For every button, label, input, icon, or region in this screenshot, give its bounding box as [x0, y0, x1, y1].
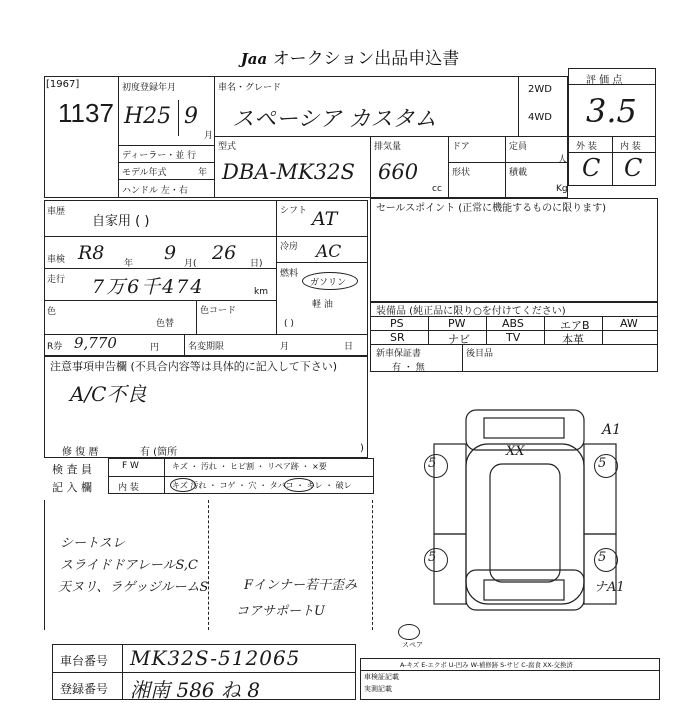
interior-grade: C — [624, 154, 643, 182]
legend-sub2: 実測記載 — [364, 685, 392, 693]
plate-value: 湘南 586 ね 8 — [130, 678, 260, 702]
remark-left-3: 天ヌリ、ラゲッジルームS — [58, 580, 209, 595]
equip-navi: ナビ — [448, 333, 470, 346]
fuel-gas: ガソリン — [310, 278, 347, 288]
chassis-value: MK32S-512065 — [130, 646, 301, 670]
interior-label: 内 装 — [620, 142, 641, 152]
plate-label: 登録番号 — [60, 682, 109, 696]
inspection-month: 9 — [164, 242, 177, 264]
damage-mark-fr: 5 — [598, 456, 607, 471]
usage-value: 自家用 ( ) — [92, 214, 150, 229]
color-change-label: 色替 — [156, 319, 175, 329]
inspection-label: 車検 — [47, 255, 66, 265]
model-year-unit: 年 — [198, 168, 208, 178]
equip-tv: TV — [506, 331, 521, 344]
load-unit: Kg — [556, 184, 568, 194]
car-damage-diagram — [410, 400, 660, 640]
equip-sr: SR — [390, 331, 405, 344]
ac-value: AC — [316, 242, 342, 262]
equip-aw: AW — [620, 317, 638, 330]
equip-leather: 本革 — [562, 333, 584, 346]
inspection-year-unit: 年 — [124, 259, 134, 269]
inspection-day: 26 — [212, 242, 237, 264]
page-title: オークション出品申込書 — [272, 49, 460, 69]
inspector-label: 検 査 員 — [52, 463, 92, 476]
grade-label: 評 価 点 — [586, 75, 623, 86]
form-title-row — [0, 44, 700, 69]
remark-right-1: Fインナー若干歪み — [244, 578, 358, 593]
fuel-label: 燃料 — [280, 269, 299, 279]
grade-score: 3.5 — [586, 92, 637, 130]
notes-label: 注意事項申告欄 (不具合内容等は具体的に記入して下さい) — [50, 360, 338, 373]
repair-paren-close: ) — [360, 443, 364, 454]
type-value: DBA-MK32S — [222, 160, 355, 184]
capacity-unit: 人 — [558, 155, 568, 165]
sales-point-label: セールスポイント (正常に機能するものに限ります) — [376, 203, 607, 214]
mileage-label: 走行 — [47, 275, 66, 285]
handle-label: ハンドル 左・右 — [122, 186, 188, 196]
logo-text: Jaa — [240, 50, 268, 68]
repair-value: 有 (箇所 — [140, 447, 178, 458]
warranty-label: 新車保証書 — [376, 349, 422, 359]
fw-label: F W — [122, 461, 139, 471]
shift-label: シフト — [280, 206, 308, 216]
equip-airbag: エアB — [560, 319, 590, 332]
car-name-label: 車名・グレード — [218, 83, 282, 93]
first-reg-era-year: H25 — [124, 104, 172, 129]
type-label: 型式 — [218, 142, 237, 152]
fuel-paren: ( ) — [284, 319, 294, 329]
month-unit: 月 — [204, 131, 214, 141]
inspection-day-unit: 日) — [250, 259, 263, 269]
equip-pw: PW — [448, 317, 466, 330]
remark-left-2: スライドドアレールS,C — [60, 558, 198, 573]
color-code-label: 色コード — [200, 306, 237, 316]
name-change-label: 名変期限 — [188, 342, 225, 352]
spare-icon — [398, 624, 420, 640]
displacement-unit: cc — [432, 184, 442, 194]
interior-tobacco-circle — [284, 478, 314, 492]
writer-label: 記 入 欄 — [52, 481, 92, 494]
mileage-value: 7万6千474 — [92, 276, 205, 298]
spare-label: スペア — [402, 641, 423, 649]
name-change-month: 月 — [280, 342, 290, 352]
model-year-label: モデル年式 — [122, 168, 167, 178]
drive-4wd: 4WD — [528, 112, 552, 123]
remark-left-1: シートスレ — [60, 536, 125, 551]
ac-label: 冷房 — [280, 242, 299, 252]
fw-items: キズ ・ 汚れ ・ ヒビ割 ・ リペア跡 ・ ×要 — [172, 462, 327, 471]
fuel-diesel: 軽 油 — [312, 300, 333, 310]
damage-mark-rl: 5 — [428, 550, 437, 565]
inspection-month-unit: 月( — [184, 259, 197, 269]
dealer-label: ディーラー・並 行 — [122, 151, 197, 161]
legend-text: A-キズ E-エクボ U-凹み W-補修跡 S-サビ C-腐食 XX-交換済 — [400, 661, 573, 669]
damage-mark-rr: 5 — [598, 550, 607, 565]
interior-row-label: 内 装 — [118, 483, 139, 493]
mileage-unit: km — [254, 287, 268, 297]
recycle-unit: 円 — [150, 343, 160, 353]
load-label: 積載 — [509, 168, 528, 178]
capacity-label: 定員 — [509, 142, 528, 152]
damage-mark-a1: A1 — [602, 422, 622, 438]
lot-number: 1137 — [58, 98, 114, 128]
car-name-value: スペーシア カスタム — [232, 107, 437, 132]
equipment-label: 装備品 (純正品に限り○を付けてください) — [376, 306, 566, 317]
interior-items: キズ 汚れ ・ コゲ ・ 穴 ・ タバコ ・ キレ ・ 破レ — [172, 481, 352, 490]
warranty-value: 有 ・ 無 — [392, 363, 425, 373]
color-label: 色 — [47, 307, 57, 317]
damage-mark-fl: 5 — [428, 456, 437, 471]
first-reg-label: 初度登録年月 — [122, 83, 177, 93]
first-reg-month: 9 — [184, 104, 198, 129]
inspection-era: R8 — [78, 242, 105, 264]
exterior-grade: C — [582, 154, 601, 182]
displacement-label: 排気量 — [374, 142, 402, 152]
damage-mark-rear-a1: ナA1 — [594, 580, 625, 595]
door-label: ドア — [452, 142, 470, 152]
recycle-label: R券 — [47, 342, 63, 352]
legend-sub1: 車検証記載 — [364, 673, 399, 681]
usage-label: 車歴 — [47, 207, 66, 217]
repair-label: 修 復 暦 — [62, 447, 99, 458]
shift-value: AT — [312, 208, 338, 230]
remark-right-2: コアサポートU — [236, 604, 325, 619]
recycle-value: 9,770 — [74, 334, 117, 352]
name-change-day: 日 — [344, 342, 354, 352]
interior-scratch-circle — [170, 478, 196, 492]
exterior-label: 外 装 — [576, 142, 597, 152]
lot-tag: [1967] — [46, 79, 80, 90]
damage-mark-xx: XX — [506, 444, 525, 459]
chassis-label: 車台番号 — [60, 654, 109, 668]
notes-value: A/C不良 — [70, 382, 147, 406]
equip-abs: ABS — [502, 317, 524, 330]
equip-ps: PS — [390, 317, 404, 330]
post-items-label: 後目品 — [466, 349, 494, 359]
drive-2wd: 2WD — [528, 84, 552, 95]
shape-label: 形状 — [452, 168, 471, 178]
displacement-value: 660 — [378, 160, 419, 184]
